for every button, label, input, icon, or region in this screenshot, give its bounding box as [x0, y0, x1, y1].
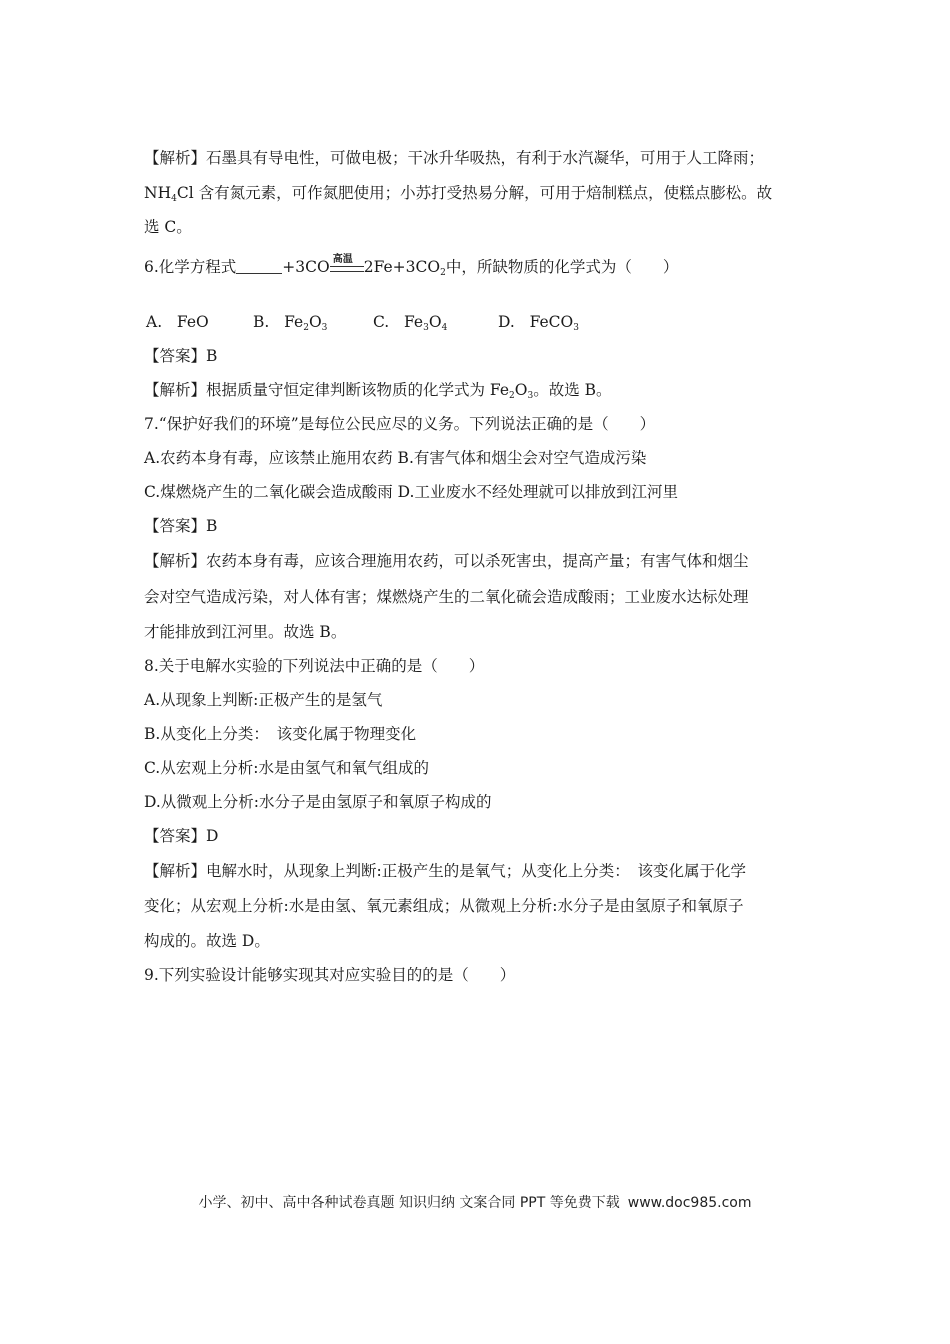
q6-option-c: C. $Fe_3O_4$ [373, 313, 448, 333]
reaction-condition: 高温 [330, 256, 364, 276]
q8-analysis-line2: 变化；从宏观上分析:水是由氢、氧元素组成；从微观上分析:水分子是由氢原子和氧原子 [144, 897, 744, 915]
q6-answer: 【答案】B [144, 347, 218, 365]
q7-analysis-line1: 【解析】农药本身有毒，应该合理施用农药，可以杀死害虫，提高产量；有害气体和烟尘 [144, 552, 749, 570]
q7-analysis-line3: 才能排放到江河里。故选 B。 [144, 623, 347, 641]
q7-stem: 7.“保护好我们的环境”是每位公民应尽的义务。下列说法正确的是（ ） [144, 415, 656, 433]
q8-option-c: C.从宏观上分析:水是由氢气和氧气组成的 [144, 759, 429, 777]
q7-options-cd: C.煤燃烧产生的二氧化碳会造成酸雨 D.工业废水不经处理就可以排放到江河里 [144, 483, 678, 501]
page-footer [0, 1192, 950, 1212]
q8-analysis-line1: 【解析】电解水时，从现象上判断:正极产生的是氧气；从变化上分类： 该变化属于化学 [144, 862, 746, 880]
footer-url[interactable]: www.doc985.com [627, 1195, 752, 1211]
footer-text: 小学、初中、高中各种试卷真题 知识归纳 文案合同 PPT 等免费下载 [198, 1195, 620, 1211]
q8-option-a: A.从现象上判断:正极产生的是氢气 [144, 691, 383, 709]
q8-analysis-line3: 构成的。故选 D。 [144, 932, 270, 950]
q8-option-b: B.从变化上分类： 该变化属于物理变化 [144, 725, 417, 743]
answer-blank [236, 259, 282, 274]
q8-stem: 8.关于电解水实验的下列说法中正确的是（ ） [144, 657, 485, 675]
q7-answer: 【答案】B [144, 517, 218, 535]
q5-analysis-line3: 选 C。 [144, 218, 192, 236]
q6-analysis: 【解析】根据质量守恒定律判断该物质的化学式为 $Fe_2O_3$。故选 B。 [144, 381, 612, 401]
q6-option-a: A. FeO [146, 313, 209, 331]
q7-options-ab: A.农药本身有毒，应该禁止施用农药 B.有害气体和烟尘会对空气造成污染 [144, 449, 647, 467]
q9-stem: 9.下列实验设计能够实现其对应实验目的的是（ ） [144, 966, 516, 984]
q8-answer: 【答案】D [144, 827, 219, 845]
q8-option-d: D.从微观上分析:水分子是由氢原子和氧原子构成的 [144, 793, 492, 811]
q6-option-b: B. $Fe_2O_3$ [253, 313, 328, 333]
q5-analysis-line2: $NH_4Cl$ 含有氮元素，可作氮肥使用；小苏打受热易分解，可用于焙制糕点，使糕点膨松。故 [144, 184, 773, 204]
q7-analysis-line2: 会对空气造成污染，对人体有害；煤燃烧产生的二氧化硫会造成酸雨；工业废水达标处理 [144, 588, 749, 606]
q6-stem: 6.化学方程式 +3CO 高温 $2Fe+3CO_2$中，所缺物质的化学式为（ ） [144, 254, 679, 278]
q5-analysis-line1: 【解析】石墨具有导电性，可做电极；干冰升华吸热，有利于水汽凝华，可用于人工降雨； [144, 149, 765, 167]
q6-option-d: D. FeCO$_3$ [498, 313, 579, 333]
